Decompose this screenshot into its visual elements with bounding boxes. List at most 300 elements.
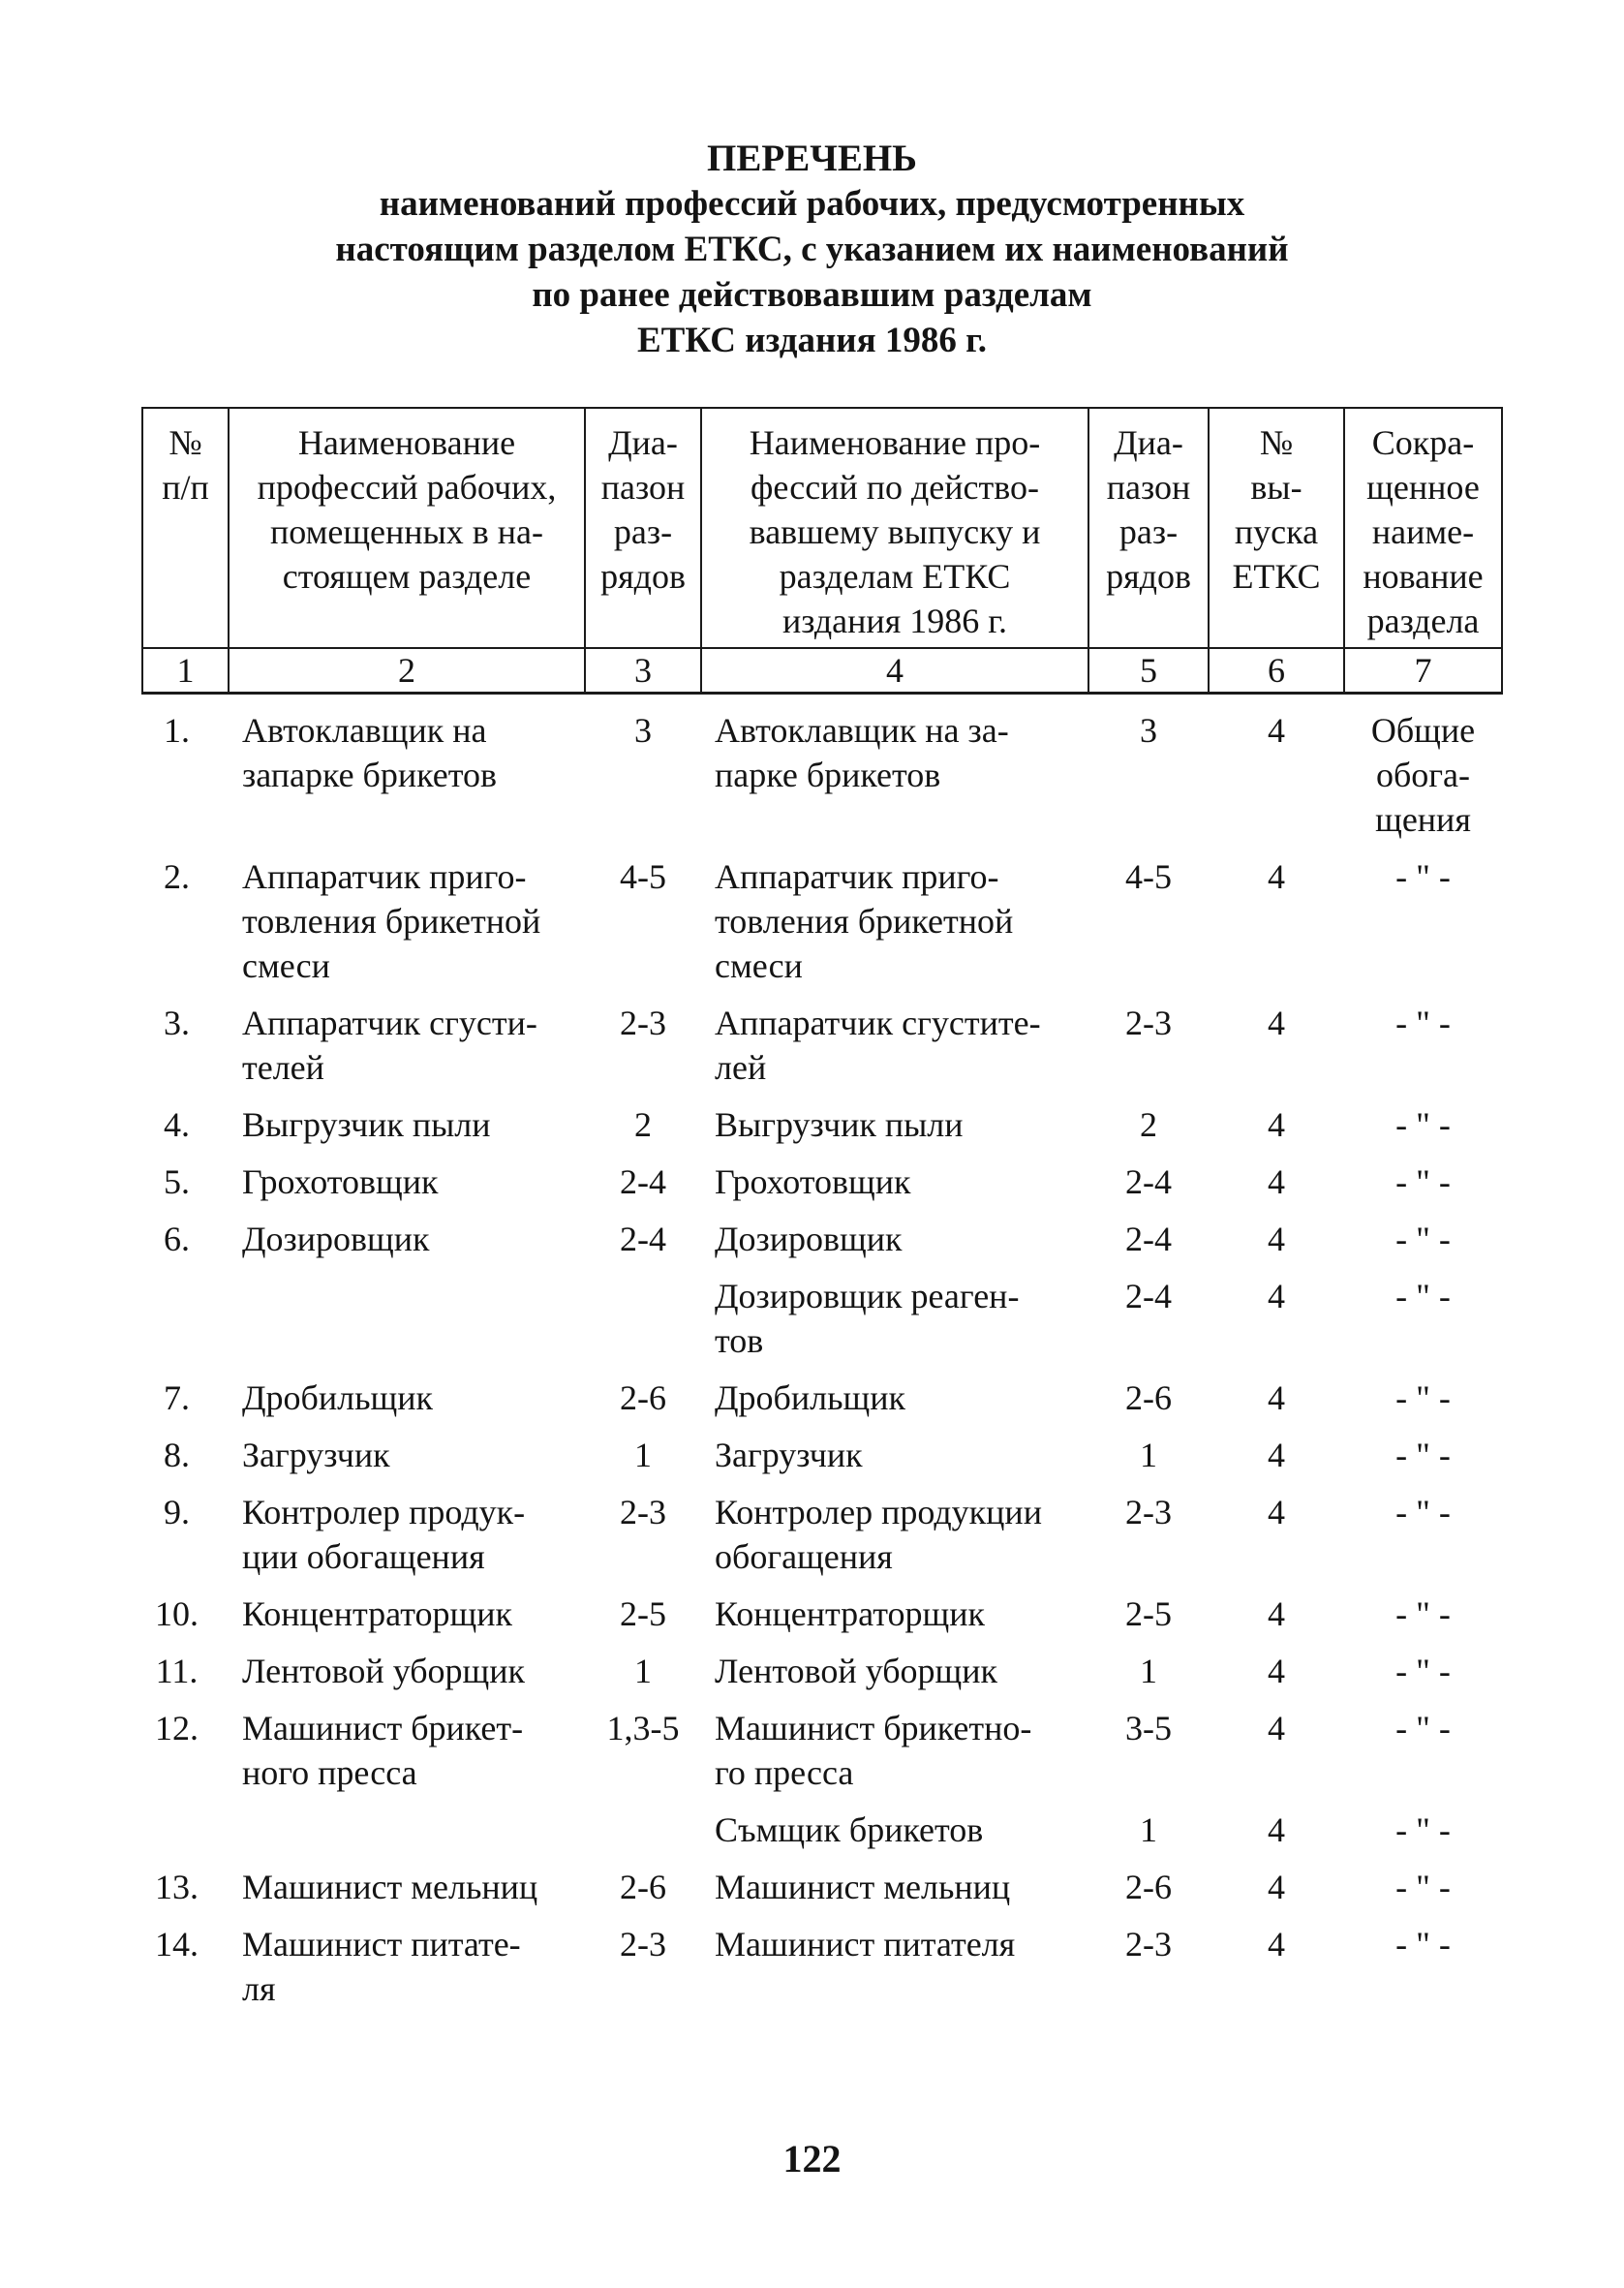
profession-name-line: ля: [242, 1969, 276, 2008]
table-row: [142, 1799, 1502, 1856]
row-number-line: 4.: [164, 1105, 190, 1144]
header-section-name-line: наиме-: [1371, 512, 1475, 551]
old-profession-name: [701, 1856, 1088, 1913]
document-title: [0, 136, 1624, 363]
profession-name: [229, 1208, 585, 1265]
old-profession-name-line: Машинист брикетно-: [715, 1709, 1032, 1747]
old-grade-range-line: 2-4: [1125, 1162, 1172, 1201]
row-number: [142, 1424, 229, 1481]
profession-name-line: Контролер продук-: [242, 1493, 526, 1531]
header-old-profession-name: [701, 408, 1088, 648]
profession-name: [229, 1265, 585, 1367]
old-grade-range-line: 2-4: [1125, 1277, 1172, 1315]
row-number-line: 11.: [155, 1652, 199, 1690]
table-row: [142, 1208, 1502, 1265]
header-profession-name-line: стоящем разделе: [282, 557, 532, 596]
header-section-name: [1344, 408, 1502, 648]
row-number: [142, 1583, 229, 1640]
header-grade-range-line: раз-: [613, 512, 673, 551]
profession-name: [229, 1913, 585, 2015]
etks-issue-line: 4: [1268, 1378, 1285, 1417]
header-old-grade-range-line: пазон: [1106, 468, 1191, 507]
old-grade-range: [1088, 1913, 1209, 2015]
old-grade-range: [1088, 1697, 1209, 1799]
header-profession-name: [229, 408, 585, 648]
section-name: [1344, 1367, 1502, 1424]
etks-issue-line: 4: [1268, 1493, 1285, 1531]
section-name: [1344, 992, 1502, 1094]
etks-issue: [1209, 1424, 1344, 1481]
row-number-line: 13.: [155, 1868, 199, 1906]
profession-name-line: телей: [242, 1048, 324, 1087]
etks-issue: [1209, 694, 1344, 847]
old-profession-name: [701, 1424, 1088, 1481]
row-number: [142, 992, 229, 1094]
profession-name-line: Выгрузчик пыли: [242, 1105, 491, 1144]
column-number: 2: [229, 648, 585, 694]
grade-range-line: 2-3: [620, 1493, 666, 1531]
profession-name: [229, 1151, 585, 1208]
profession-name: [229, 1367, 585, 1424]
old-profession-name: [701, 1913, 1088, 2015]
header-old-profession-name-line: разделам ЕТКС: [779, 557, 1011, 596]
old-profession-name-line: Грохотовщик: [715, 1162, 911, 1201]
table-header: [142, 408, 1502, 694]
old-profession-name: [701, 992, 1088, 1094]
profession-name: [229, 846, 585, 992]
header-grade-range: [585, 408, 701, 648]
old-grade-range: [1088, 1856, 1209, 1913]
old-profession-name-line: парке брикетов: [715, 756, 941, 794]
etks-issue-line: 4: [1268, 711, 1285, 750]
header-grade-range-line: пазон: [600, 468, 686, 507]
profession-name: [229, 1424, 585, 1481]
old-grade-range-line: 1: [1140, 1810, 1157, 1849]
profession-name: [229, 992, 585, 1094]
section-name-line: - " -: [1395, 1004, 1451, 1042]
old-grade-range-line: 2-6: [1125, 1378, 1172, 1417]
section-name-line: - " -: [1395, 1925, 1451, 1963]
etks-issue-line: 4: [1268, 1868, 1285, 1906]
old-grade-range-line: 2-3: [1125, 1004, 1172, 1042]
grade-range-line: 2: [634, 1105, 652, 1144]
grade-range: [585, 1367, 701, 1424]
grade-range: [585, 1208, 701, 1265]
row-number-line: 9.: [164, 1493, 190, 1531]
header-number-line: №: [169, 423, 202, 462]
grade-range-line: 1: [634, 1652, 652, 1690]
profession-name-line: ции обогащения: [242, 1537, 485, 1576]
header-etks-issue-line: вы-: [1250, 468, 1302, 507]
old-profession-name-line: Аппаратчик приго-: [715, 857, 999, 896]
old-grade-range: [1088, 1265, 1209, 1367]
row-number: [142, 1640, 229, 1697]
section-name-line: - " -: [1395, 857, 1451, 896]
header-old-grade-range-line: Диа-: [1114, 423, 1183, 462]
old-grade-range: [1088, 1151, 1209, 1208]
header-old-profession-name-line: фессий по действо-: [751, 468, 1039, 507]
title-line-5: ЕТКС издания 1986 г.: [636, 321, 987, 360]
section-name: [1344, 846, 1502, 992]
grade-range-line: 2-4: [620, 1162, 666, 1201]
row-number-line: 14.: [155, 1925, 199, 1963]
section-name: [1344, 1913, 1502, 2015]
row-number: [142, 1913, 229, 2015]
etks-issue: [1209, 1799, 1344, 1856]
etks-issue: [1209, 1913, 1344, 2015]
grade-range: [585, 992, 701, 1094]
old-profession-name: [701, 1799, 1088, 1856]
old-profession-name-line: Концентраторщик: [715, 1594, 985, 1633]
section-name: [1344, 1583, 1502, 1640]
etks-issue-line: 4: [1268, 1162, 1285, 1201]
etks-issue: [1209, 1481, 1344, 1583]
old-profession-name-line: тов: [715, 1321, 764, 1360]
row-number: [142, 1481, 229, 1583]
profession-name-line: Грохотовщик: [242, 1162, 439, 1201]
header-profession-name-line: профессий рабочих,: [257, 468, 557, 507]
column-number: 4: [701, 648, 1088, 694]
old-grade-range: [1088, 1481, 1209, 1583]
profession-name-line: Дробильщик: [242, 1378, 433, 1417]
old-profession-name-line: обогащения: [715, 1537, 893, 1576]
old-profession-name: [701, 1481, 1088, 1583]
professions-table: [141, 407, 1503, 2015]
old-grade-range: [1088, 1799, 1209, 1856]
header-old-profession-name-line: вавшему выпуску и: [749, 512, 1041, 551]
section-name: [1344, 1697, 1502, 1799]
etks-issue: [1209, 1265, 1344, 1367]
row-number-line: 5.: [164, 1162, 190, 1201]
etks-issue-line: 4: [1268, 1652, 1285, 1690]
old-profession-name-line: го пресса: [715, 1753, 854, 1792]
etks-issue: [1209, 1367, 1344, 1424]
table-row: [142, 1640, 1502, 1697]
old-profession-name-line: Съмщик брикетов: [715, 1810, 984, 1849]
grade-range-line: 3: [634, 711, 652, 750]
table-row: [142, 1367, 1502, 1424]
header-etks-issue-line: пуска: [1234, 512, 1319, 551]
old-profession-name: [701, 1094, 1088, 1151]
grade-range: [585, 694, 701, 847]
profession-name-line: Загрузчик: [242, 1436, 390, 1474]
section-name-line: - " -: [1395, 1162, 1451, 1201]
table-row: [142, 1481, 1502, 1583]
profession-name: [229, 1697, 585, 1799]
etks-issue-line: 4: [1268, 1810, 1285, 1849]
old-profession-name: [701, 1640, 1088, 1697]
row-number-line: 7.: [164, 1378, 190, 1417]
old-profession-name-line: смеси: [715, 946, 803, 985]
section-name-line: - " -: [1395, 1594, 1451, 1633]
row-number-line: 12.: [155, 1709, 199, 1747]
grade-range: [585, 1913, 701, 2015]
etks-issue: [1209, 1208, 1344, 1265]
section-name: [1344, 1640, 1502, 1697]
grade-range: [585, 1151, 701, 1208]
header-number-line: п/п: [162, 468, 209, 507]
grade-range: [585, 1265, 701, 1367]
table-row: [142, 1265, 1502, 1367]
grade-range-line: 2-5: [620, 1594, 666, 1633]
header-profession-name-line: помещенных в на-: [270, 512, 543, 551]
etks-issue-line: 4: [1268, 1220, 1285, 1258]
profession-name: [229, 1583, 585, 1640]
old-profession-name: [701, 1151, 1088, 1208]
old-grade-range-line: 2-3: [1125, 1925, 1172, 1963]
row-number: [142, 846, 229, 992]
etks-issue-line: 4: [1268, 1709, 1285, 1747]
profession-name: [229, 1856, 585, 1913]
old-grade-range-line: 2-4: [1125, 1220, 1172, 1258]
etks-issue-line: 4: [1268, 1594, 1285, 1633]
old-profession-name-line: Дозировщик реаген-: [715, 1277, 1020, 1315]
header-section-name-line: Сокра-: [1371, 423, 1475, 462]
row-number: [142, 1799, 229, 1856]
profession-name-line: Аппаратчик сгусти-: [242, 1004, 537, 1042]
profession-name: [229, 1640, 585, 1697]
grade-range-line: 2-3: [620, 1925, 666, 1963]
header-old-grade-range: [1088, 408, 1209, 648]
old-grade-range-line: 1: [1140, 1652, 1157, 1690]
old-profession-name-line: Лентовой уборщик: [715, 1652, 998, 1690]
grade-range: [585, 1583, 701, 1640]
section-name: [1344, 1856, 1502, 1913]
old-profession-name: [701, 1367, 1088, 1424]
section-name: [1344, 1424, 1502, 1481]
title-heading: ПЕРЕЧЕНЬ: [707, 138, 917, 179]
old-grade-range-line: 4-5: [1125, 857, 1172, 896]
grade-range-line: 2-6: [620, 1378, 666, 1417]
section-name: [1344, 694, 1502, 847]
old-grade-range: [1088, 1583, 1209, 1640]
old-profession-name: [701, 1697, 1088, 1799]
old-grade-range: [1088, 1640, 1209, 1697]
row-number: [142, 1208, 229, 1265]
section-name: [1344, 1799, 1502, 1856]
profession-name-line: Дозировщик: [242, 1220, 430, 1258]
profession-name-line: Машинист питате-: [242, 1925, 521, 1963]
grade-range: [585, 1697, 701, 1799]
title-line-2: наименований профессий рабочих, предусмотренных: [379, 184, 1245, 224]
row-number-line: 10.: [155, 1594, 199, 1633]
row-number: [142, 1697, 229, 1799]
table-row: [142, 1856, 1502, 1913]
grade-range-line: 2-3: [620, 1004, 666, 1042]
section-name-line: обога-: [1375, 756, 1471, 794]
grade-range: [585, 1640, 701, 1697]
section-name-line: - " -: [1395, 1652, 1451, 1690]
header-profession-name-line: Наименование: [297, 423, 516, 462]
page-number: 122: [782, 2137, 842, 2180]
old-profession-name: [701, 1265, 1088, 1367]
grade-range-line: 2-6: [620, 1868, 666, 1906]
header-old-grade-range-line: рядов: [1106, 557, 1191, 596]
etks-issue-line: 4: [1268, 1925, 1285, 1963]
old-grade-range-line: 2-3: [1125, 1493, 1172, 1531]
profession-name-line: Автоклавщик на: [242, 711, 487, 750]
grade-range: [585, 1094, 701, 1151]
row-number: [142, 694, 229, 847]
header-grade-range-line: Диа-: [608, 423, 678, 462]
profession-name-line: Концентраторщик: [242, 1594, 512, 1633]
table-row: [142, 846, 1502, 992]
etks-issue: [1209, 1583, 1344, 1640]
table-row: [142, 1094, 1502, 1151]
column-number: 3: [585, 648, 701, 694]
etks-issue-line: 4: [1268, 1277, 1285, 1315]
old-grade-range-line: 1: [1140, 1436, 1157, 1474]
old-grade-range: [1088, 694, 1209, 847]
row-number-line: 8.: [164, 1436, 190, 1474]
etks-issue: [1209, 846, 1344, 992]
column-number: 1: [142, 648, 229, 694]
old-grade-range-line: 3: [1140, 711, 1157, 750]
header-etks-issue-line: ЕТКС: [1232, 557, 1321, 596]
old-profession-name-line: Дробильщик: [715, 1378, 905, 1417]
table-row: [142, 992, 1502, 1094]
profession-name: [229, 1481, 585, 1583]
section-name-line: - " -: [1395, 1277, 1451, 1315]
section-name-line: - " -: [1395, 1810, 1451, 1849]
header-old-grade-range-line: раз-: [1118, 512, 1179, 551]
title-line-4: по ранее действовавшим разделам: [532, 275, 1092, 315]
old-profession-name-line: Аппаратчик сгустите-: [715, 1004, 1041, 1042]
etks-issue: [1209, 1640, 1344, 1697]
profession-name-line: Аппаратчик приго-: [242, 857, 527, 896]
old-grade-range: [1088, 1094, 1209, 1151]
grade-range: [585, 846, 701, 992]
old-grade-range-line: 3-5: [1125, 1709, 1172, 1747]
etks-issue-line: 4: [1268, 1105, 1285, 1144]
profession-name: [229, 1799, 585, 1856]
section-name: [1344, 1265, 1502, 1367]
old-profession-name-line: Дозировщик: [715, 1220, 903, 1258]
old-profession-name-line: Выгрузчик пыли: [715, 1105, 964, 1144]
row-number-line: 1.: [164, 711, 190, 750]
section-name-line: - " -: [1395, 1493, 1451, 1531]
old-grade-range: [1088, 846, 1209, 992]
grade-range: [585, 1481, 701, 1583]
section-name-line: щения: [1375, 800, 1471, 839]
row-number: [142, 1856, 229, 1913]
grade-range: [585, 1856, 701, 1913]
old-profession-name-line: Автоклавщик на за-: [715, 711, 1009, 750]
table-row: [142, 1151, 1502, 1208]
section-name: [1344, 1481, 1502, 1583]
profession-name-line: Лентовой уборщик: [242, 1652, 526, 1690]
row-number: [142, 1367, 229, 1424]
row-number-line: 2.: [164, 857, 190, 896]
profession-name-line: смеси: [242, 946, 330, 985]
profession-name-line: запарке брикетов: [242, 756, 497, 794]
header-section-name-line: раздела: [1366, 602, 1480, 640]
etks-issue: [1209, 1697, 1344, 1799]
grade-range-line: 2-4: [620, 1220, 666, 1258]
old-profession-name-line: Машинист мельниц: [715, 1868, 1011, 1906]
etks-issue: [1209, 1094, 1344, 1151]
old-profession-name: [701, 694, 1088, 847]
old-profession-name: [701, 1583, 1088, 1640]
header-grade-range-line: рядов: [600, 557, 686, 596]
profession-name-line: ного пресса: [242, 1753, 417, 1792]
column-number: 6: [1209, 648, 1344, 694]
old-profession-name-line: товления брикетной: [715, 902, 1014, 941]
old-grade-range: [1088, 1208, 1209, 1265]
section-name-line: - " -: [1395, 1868, 1451, 1906]
header-section-name-line: щенное: [1366, 468, 1480, 507]
old-grade-range-line: 2-5: [1125, 1594, 1172, 1633]
row-number-line: 6.: [164, 1220, 190, 1258]
profession-name-line: Машинист брикет-: [242, 1709, 524, 1747]
row-number: [142, 1094, 229, 1151]
grade-range-line: 1: [634, 1436, 652, 1474]
grade-range-line: 4-5: [620, 857, 666, 896]
table-row: [142, 1424, 1502, 1481]
section-name-line: - " -: [1395, 1105, 1451, 1144]
profession-name-line: товления брикетной: [242, 902, 541, 941]
table-row: [142, 694, 1502, 847]
header-etks-issue-line: №: [1259, 423, 1294, 462]
section-name: [1344, 1208, 1502, 1265]
row-number: [142, 1151, 229, 1208]
old-profession-name-line: Загрузчик: [715, 1436, 863, 1474]
etks-issue: [1209, 1856, 1344, 1913]
section-name-line: - " -: [1395, 1220, 1451, 1258]
profession-name-line: Машинист мельниц: [242, 1868, 538, 1906]
etks-issue-line: 4: [1268, 1004, 1285, 1042]
old-profession-name-line: лей: [715, 1048, 767, 1087]
etks-issue: [1209, 1151, 1344, 1208]
header-section-name-line: нование: [1363, 557, 1484, 596]
old-profession-name-line: Контролер продукции: [715, 1493, 1042, 1531]
column-number-row: [142, 648, 1502, 694]
old-grade-range: [1088, 1367, 1209, 1424]
header-etks-issue: [1209, 408, 1344, 648]
grade-range: [585, 1799, 701, 1856]
table-row: [142, 1697, 1502, 1799]
column-number: 5: [1088, 648, 1209, 694]
old-profession-name-line: Машинист питателя: [715, 1925, 1016, 1963]
table-row: [142, 1583, 1502, 1640]
etks-issue: [1209, 992, 1344, 1094]
grade-range: [585, 1424, 701, 1481]
old-grade-range: [1088, 992, 1209, 1094]
section-name-line: - " -: [1395, 1709, 1451, 1747]
section-name-line: Общие: [1370, 711, 1476, 750]
etks-issue-line: 4: [1268, 857, 1285, 896]
section-name-line: - " -: [1395, 1378, 1451, 1417]
profession-name: [229, 1094, 585, 1151]
table-row: [142, 1913, 1502, 2015]
old-grade-range-line: 2-6: [1125, 1868, 1172, 1906]
column-number: 7: [1344, 648, 1502, 694]
title-line-3: настоящим разделом ЕТКС, с указанием их наименований: [335, 230, 1289, 269]
section-name: [1344, 1151, 1502, 1208]
old-profession-name: [701, 846, 1088, 992]
table-body: [142, 694, 1502, 2016]
profession-name: [229, 694, 585, 847]
old-grade-range-line: 2: [1140, 1105, 1157, 1144]
header-old-profession-name-line: издания 1986 г.: [782, 602, 1007, 640]
grade-range-line: 1,3-5: [606, 1709, 680, 1747]
old-grade-range: [1088, 1424, 1209, 1481]
etks-issue-line: 4: [1268, 1436, 1285, 1474]
row-number: [142, 1265, 229, 1367]
section-name: [1344, 1094, 1502, 1151]
old-profession-name: [701, 1208, 1088, 1265]
row-number-line: 3.: [164, 1004, 190, 1042]
